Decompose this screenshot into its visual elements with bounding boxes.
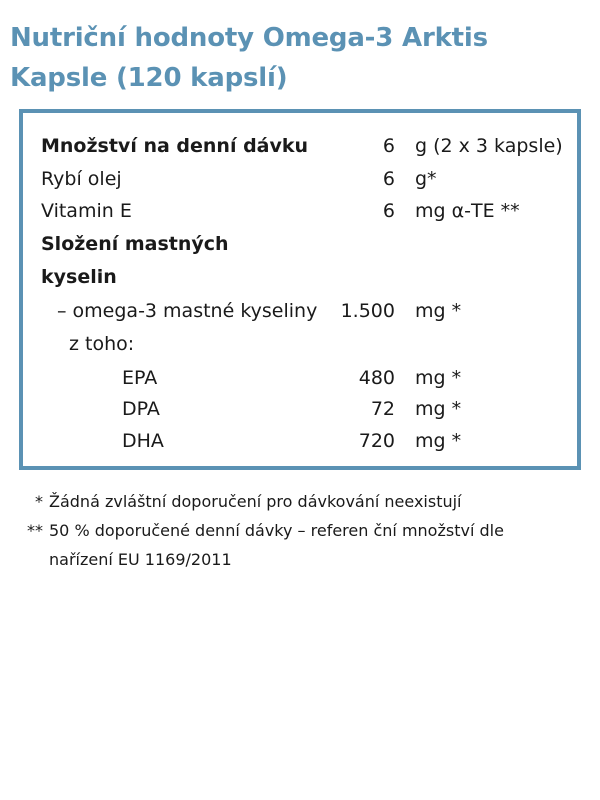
- footnote-mark: **: [27, 521, 43, 540]
- table-row-epa: [23, 362, 577, 394]
- footnote-text: Žádná zvláštní doporučení pro dávkování neexistují: [49, 492, 462, 511]
- table-row-fatty-acid-heading-cont: [23, 261, 577, 293]
- row-label: z toho:: [69, 333, 135, 355]
- table-row-dha: [23, 425, 577, 457]
- row-unit: mg *: [415, 398, 462, 420]
- nutrition-table: [19, 109, 581, 470]
- row-value: 6: [382, 135, 395, 157]
- row-unit: mg *: [415, 430, 462, 452]
- footnote-text: nařízení EU 1169/2011: [49, 550, 232, 569]
- row-unit: g*: [415, 168, 437, 190]
- table-row-fish-oil: [23, 163, 577, 195]
- row-value: 72: [370, 398, 395, 420]
- row-unit: mg *: [415, 300, 462, 322]
- row-unit: mg α-TE **: [415, 200, 520, 222]
- footnote-item: [0, 487, 600, 516]
- footnote-item: [0, 516, 600, 545]
- row-label: Vitamin E: [41, 200, 132, 222]
- row-label: Složení mastných: [41, 233, 229, 255]
- footnotes: [0, 487, 600, 574]
- footnote-item: [0, 545, 600, 574]
- table-row-daily-dose: [23, 130, 577, 162]
- row-value: 6: [382, 200, 395, 222]
- row-label: Množství na denní dávku: [41, 135, 309, 157]
- table-row-fatty-acid-heading: [23, 228, 577, 260]
- row-label: – omega-3 mastné kyseliny: [57, 300, 318, 322]
- row-label: EPA: [122, 367, 158, 389]
- row-unit: mg *: [415, 367, 462, 389]
- row-label: DPA: [122, 398, 160, 420]
- page-title: Nutriční hodnoty Omega-3 Arktis Kapsle (120 kapslí): [10, 23, 488, 93]
- table-row-vitamin-e: [23, 195, 577, 227]
- row-value: 720: [358, 430, 395, 452]
- row-value: 480: [358, 367, 395, 389]
- row-unit: g (2 x 3 kapsle): [415, 135, 563, 157]
- row-label: DHA: [122, 430, 164, 452]
- footnote-mark: *: [35, 492, 43, 511]
- footnote-text: 50 % doporučené denní dávky – referen ční množství dle: [49, 521, 504, 540]
- table-row-omega3: [23, 295, 577, 327]
- table-row-dpa: [23, 393, 577, 425]
- row-label: kyselin: [41, 266, 117, 288]
- row-value: 6: [382, 168, 395, 190]
- table-row-of-which: [23, 328, 577, 360]
- row-value: 1.500: [340, 300, 395, 322]
- row-label: Rybí olej: [41, 168, 122, 190]
